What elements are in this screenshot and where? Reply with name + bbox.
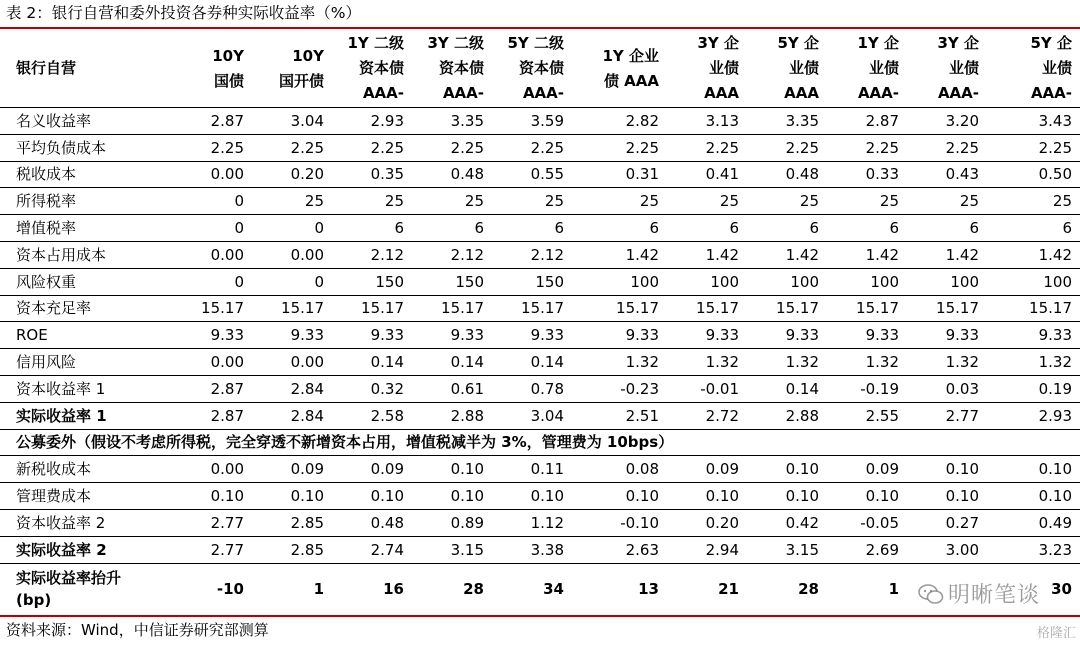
table-cell: 25 (987, 188, 1080, 215)
table-cell: -10 (216, 579, 244, 598)
table-cell: 0.09 (827, 456, 907, 483)
table-cell: 0.48 (332, 509, 412, 536)
table-cell: 0.31 (572, 161, 667, 188)
table-cell: 1.32 (827, 349, 907, 376)
table-cell: 1 (888, 579, 899, 598)
table-cell: 0 (252, 215, 332, 242)
header-line: 5Y 二级 (507, 34, 564, 52)
table-cell: 15.17 (492, 295, 572, 322)
header-line: 3Y 二级 (427, 34, 484, 52)
header-line: AAA- (857, 84, 899, 102)
row-label (0, 188, 172, 215)
table-row (0, 509, 1080, 536)
row-label (0, 295, 172, 322)
table-cell: 2.25 (827, 134, 907, 161)
table-cell: 28 (798, 579, 819, 598)
table-cell: 28 (463, 579, 484, 598)
table-cell: 2.12 (332, 241, 412, 268)
row-label-text: 资本收益率 2 (16, 513, 106, 532)
table-cell: 6 (332, 215, 412, 242)
table-row (0, 134, 1080, 161)
header-line: AAA (784, 84, 819, 102)
row-label-text: 管理费成本 (16, 487, 92, 506)
table-cell: 0.78 (492, 375, 572, 402)
table-cell: 15.17 (667, 295, 747, 322)
table-cell: 0 (172, 268, 252, 295)
table-cell: 0.89 (412, 509, 492, 536)
table-row (0, 402, 1080, 429)
table-cell: 3.35 (747, 108, 827, 135)
table-cell: 2.12 (412, 241, 492, 268)
row-label-text: 资本充足率 (16, 299, 92, 318)
table-cell: 0.33 (827, 161, 907, 188)
row-label-text: 实际收益率抬升 (16, 568, 122, 587)
table-cell: 3.43 (987, 108, 1080, 135)
table-cell: 2.25 (492, 134, 572, 161)
table-cell: 2.94 (667, 536, 747, 563)
table-cell: 0.20 (252, 161, 332, 188)
table-cell: 3.00 (907, 536, 987, 563)
table-cell: 2.87 (827, 108, 907, 135)
header-line: 国开债 (278, 71, 324, 90)
row-label-text: 实际收益率 2 (16, 540, 107, 559)
header-col-2 (252, 30, 332, 108)
bottom-rule (0, 615, 1080, 617)
table-cell: 15.17 (747, 295, 827, 322)
table-cell: 0.35 (332, 161, 412, 188)
table-cell: 9.33 (827, 322, 907, 349)
row-label (0, 456, 172, 483)
row-label-text: 所得税率 (16, 192, 77, 211)
table-cell: 25 (412, 188, 492, 215)
table-cell: 3.59 (492, 108, 572, 135)
table-row (0, 483, 1080, 510)
row-label (0, 536, 172, 563)
table-cell: 3.04 (492, 402, 572, 429)
table-cell: 2.69 (827, 536, 907, 563)
header-col-1 (172, 30, 252, 108)
table-cell: 150 (332, 268, 412, 295)
table-cell: 2.72 (667, 402, 747, 429)
table-cell: 0.14 (332, 349, 412, 376)
table-cell: 3.15 (747, 536, 827, 563)
header-line: 5Y 企 (1030, 34, 1072, 52)
table-cell: 100 (572, 268, 667, 295)
table-cell: 2.77 (172, 536, 252, 563)
header-col-11 (987, 30, 1080, 108)
table-cell: 0.00 (172, 241, 252, 268)
header-line: 10Y (292, 46, 324, 65)
table-cell: 9.33 (747, 322, 827, 349)
table-cell: 2.25 (332, 134, 412, 161)
table-cell: 0.48 (747, 161, 827, 188)
row-label (0, 322, 172, 349)
row-label-text: 平均负债成本 (16, 138, 107, 157)
table-cell: 1.42 (907, 241, 987, 268)
section-row (0, 429, 1080, 456)
table-cell: 0.55 (492, 161, 572, 188)
table-cell: 6 (572, 215, 667, 242)
table-cell: 0.61 (412, 375, 492, 402)
row-label (0, 563, 172, 614)
table-cell: 25 (907, 188, 987, 215)
top-rule (0, 27, 1080, 29)
table-cell: 0.19 (987, 375, 1080, 402)
table-cell: 0.10 (747, 483, 827, 510)
table-cell: 1.42 (572, 241, 667, 268)
header-col-9 (827, 30, 907, 108)
table-cell: 2.87 (172, 375, 252, 402)
table-cell: 2.85 (252, 536, 332, 563)
table-cell: 2.82 (572, 108, 667, 135)
table-cell: 25 (747, 188, 827, 215)
row-label (0, 483, 172, 510)
table-cell: 6 (492, 215, 572, 242)
section-label: 公募委外（假设不考虑所得税，完全穿透不新增资本占用，增值税减半为 3%，管理费为 10bps） (0, 429, 1080, 456)
table-cell: 2.93 (987, 402, 1080, 429)
table-cell: 15.17 (252, 295, 332, 322)
row-label-text: 名义收益率 (16, 111, 92, 130)
table-cell: 2.25 (667, 134, 747, 161)
table-cell: 9.33 (172, 322, 252, 349)
table-cell: -0.10 (572, 509, 667, 536)
table-cell: 15.17 (172, 295, 252, 322)
table-cell: 2.84 (252, 375, 332, 402)
table-cell: 21 (718, 579, 739, 598)
row-label (0, 402, 172, 429)
table-cell: 2.84 (252, 402, 332, 429)
table-cell: 0.00 (172, 456, 252, 483)
header-line: 业债 (948, 59, 979, 77)
table-cell: 0.42 (747, 509, 827, 536)
row-label (0, 349, 172, 376)
table-cell: 100 (667, 268, 747, 295)
table-cell: 25 (492, 188, 572, 215)
table-row (0, 215, 1080, 242)
header-line: 资本债 (438, 59, 484, 77)
table-cell: 2.25 (747, 134, 827, 161)
table-cell: -0.01 (667, 375, 747, 402)
table-cell: 1.32 (667, 349, 747, 376)
table-cell: 9.33 (667, 322, 747, 349)
table-cell: 0.14 (492, 349, 572, 376)
table-cell: 9.33 (987, 322, 1080, 349)
table-cell: 0.14 (747, 375, 827, 402)
table-cell: 150 (412, 268, 492, 295)
header-col-4 (412, 30, 492, 108)
row-label-text: 资本占用成本 (16, 245, 107, 264)
table-cell: 0.10 (572, 483, 667, 510)
row-label (0, 375, 172, 402)
table-cell: 2.93 (332, 108, 412, 135)
header-line: 5Y 企 (777, 34, 819, 52)
table-cell: 0.50 (987, 161, 1080, 188)
table-cell: 6 (412, 215, 492, 242)
table-row (0, 536, 1080, 563)
table-cell: 2.63 (572, 536, 667, 563)
table-cell: 3.04 (252, 108, 332, 135)
table-cell: 2.77 (172, 509, 252, 536)
watermark (918, 578, 1040, 609)
header-line: AAA- (442, 84, 484, 102)
table-row (0, 295, 1080, 322)
watermark-secondary: 格隆汇 (1036, 626, 1076, 641)
table-cell: 34 (543, 579, 564, 598)
table-cell: 0.10 (907, 456, 987, 483)
row-label-text: 风险权重 (16, 272, 77, 291)
table-cell: 100 (827, 268, 907, 295)
header-col-10 (907, 30, 987, 108)
table-cell: 0.49 (987, 509, 1080, 536)
table-cell: 1.42 (667, 241, 747, 268)
table-cell: 0 (172, 215, 252, 242)
header-col-5 (492, 30, 572, 108)
header-first: 银行自营 (0, 30, 172, 108)
header-line: AAA (704, 84, 739, 102)
header-col-3 (332, 30, 412, 108)
table-cell: 3.38 (492, 536, 572, 563)
table-cell: 2.87 (172, 402, 252, 429)
table-cell: 2.85 (252, 509, 332, 536)
table-cell: 3.35 (412, 108, 492, 135)
table-cell: 1.32 (747, 349, 827, 376)
table-row (0, 349, 1080, 376)
table-row (0, 161, 1080, 188)
header-line: AAA- (522, 84, 564, 102)
row-label (0, 108, 172, 135)
table-cell: 0.41 (667, 161, 747, 188)
table-cell: 1.12 (492, 509, 572, 536)
table-cell: 6 (667, 215, 747, 242)
row-label-text: 税收成本 (16, 165, 77, 184)
table-cell: 9.33 (412, 322, 492, 349)
table-row (0, 108, 1080, 135)
table-cell: 0.10 (827, 483, 907, 510)
wechat-icon (918, 583, 944, 605)
table-cell: 0.10 (747, 456, 827, 483)
table-cell: 9.33 (907, 322, 987, 349)
table-cell: 2.77 (907, 402, 987, 429)
row-label-text: 信用风险 (16, 353, 77, 372)
table-cell: 1 (313, 579, 324, 598)
row-label (0, 268, 172, 295)
table-cell: 25 (667, 188, 747, 215)
table-cell: 1.42 (747, 241, 827, 268)
table-cell: 0.09 (667, 456, 747, 483)
table-cell: 0.00 (172, 161, 252, 188)
row-label-unit: (bp) (16, 590, 52, 609)
table-cell: -0.05 (827, 509, 907, 536)
header-line: 1Y 企业 (602, 46, 659, 65)
table-cell: 6 (827, 215, 907, 242)
table-cell: 2.88 (747, 402, 827, 429)
table-cell: 100 (747, 268, 827, 295)
table-cell: 25 (572, 188, 667, 215)
header-line: 10Y (212, 46, 244, 65)
table-cell: 0.32 (332, 375, 412, 402)
table-cell: 0.10 (987, 483, 1080, 510)
table-cell: 1.32 (572, 349, 667, 376)
row-label-text: 资本收益率 1 (16, 379, 106, 398)
header-line: 3Y 企 (937, 34, 979, 52)
table-row (0, 268, 1080, 295)
table-cell: 150 (492, 268, 572, 295)
table-cell: 2.25 (987, 134, 1080, 161)
table-cell: 100 (987, 268, 1080, 295)
table-cell: 0 (252, 268, 332, 295)
header-line: 资本债 (358, 59, 404, 77)
table-cell: 3.20 (907, 108, 987, 135)
table-cell: 2.25 (252, 134, 332, 161)
table-cell: 0.20 (667, 509, 747, 536)
table-cell: 0.10 (492, 483, 572, 510)
table-row (0, 241, 1080, 268)
table-cell: 2.55 (827, 402, 907, 429)
table-cell: 2.25 (172, 134, 252, 161)
table-cell: 15.17 (412, 295, 492, 322)
table-cell: 15.17 (332, 295, 412, 322)
table-cell: 0.14 (412, 349, 492, 376)
table-cell: 15.17 (827, 295, 907, 322)
table-cell: 1.32 (907, 349, 987, 376)
header-line: 3Y 企 (697, 34, 739, 52)
header-line: AAA- (362, 84, 404, 102)
header-line: 国债 (213, 71, 244, 90)
table-row (0, 188, 1080, 215)
table-cell: 6 (907, 215, 987, 242)
table-cell: 9.33 (492, 322, 572, 349)
table-cell: 0.00 (172, 349, 252, 376)
table-cell: 3.15 (412, 536, 492, 563)
table-cell: 0.10 (412, 483, 492, 510)
table-cell: 0.10 (172, 483, 252, 510)
row-label (0, 134, 172, 161)
table-cell: 25 (827, 188, 907, 215)
table-cell: 0 (172, 188, 252, 215)
table-cell: 0.48 (412, 161, 492, 188)
table-cell: 1.42 (827, 241, 907, 268)
header-line: 1Y 企 (857, 34, 899, 52)
table-cell: 2.25 (572, 134, 667, 161)
table-cell: 2.25 (907, 134, 987, 161)
table-cell: 15.17 (907, 295, 987, 322)
source-note: 资料来源：Wind，中信证券研究部测算 (6, 621, 269, 639)
table-cell: 100 (907, 268, 987, 295)
row-label-text: 新税收成本 (16, 460, 92, 479)
table-cell: 0.10 (907, 483, 987, 510)
table-cell: 15.17 (987, 295, 1080, 322)
header-line: 业债 (708, 59, 739, 77)
table-cell: 0.00 (252, 241, 332, 268)
row-label-text: 实际收益率 1 (16, 406, 107, 425)
table-cell: 0.10 (987, 456, 1080, 483)
table-cell: 3.13 (667, 108, 747, 135)
header-line: 业债 (1041, 59, 1072, 77)
table-cell: 2.12 (492, 241, 572, 268)
table-cell: 9.33 (252, 322, 332, 349)
header-col-8 (747, 30, 827, 108)
table-cell: 25 (252, 188, 332, 215)
table-cell: 2.87 (172, 108, 252, 135)
table-cell: 2.88 (412, 402, 492, 429)
table-cell: 9.33 (332, 322, 412, 349)
header-line: 债 AAA (603, 71, 659, 90)
table-cell: 6 (987, 215, 1080, 242)
table-cell: 0.03 (907, 375, 987, 402)
table-cell: 25 (332, 188, 412, 215)
table-cell: 9.33 (572, 322, 667, 349)
header-line: AAA- (1030, 84, 1072, 102)
table-row (0, 456, 1080, 483)
table-cell: 2.58 (332, 402, 412, 429)
watermark-text: 明晰笔谈 (947, 583, 1040, 608)
table-cell: 0.43 (907, 161, 987, 188)
table-cell: 0.10 (252, 483, 332, 510)
yield-table (0, 30, 1080, 614)
table-cell: 0.09 (332, 456, 412, 483)
row-label (0, 215, 172, 242)
table-cell: 2.25 (412, 134, 492, 161)
table-cell: 0.11 (492, 456, 572, 483)
table-cell: 6 (747, 215, 827, 242)
row-label (0, 509, 172, 536)
table-cell: 0.00 (252, 349, 332, 376)
table-cell: -0.19 (827, 375, 907, 402)
table-cell: 3.23 (987, 536, 1080, 563)
table-cell: 0.10 (667, 483, 747, 510)
table-row (0, 375, 1080, 402)
table-cell: 1.32 (987, 349, 1080, 376)
header-col-6 (572, 30, 667, 108)
table-cell: 15.17 (572, 295, 667, 322)
row-label (0, 241, 172, 268)
table-cell: 2.74 (332, 536, 412, 563)
header-col-7 (667, 30, 747, 108)
table-cell: 0.10 (412, 456, 492, 483)
header-line: 资本债 (518, 59, 564, 77)
row-label-text: 增值税率 (16, 219, 77, 238)
table-cell: 0.08 (572, 456, 667, 483)
header-line: AAA- (937, 84, 979, 102)
table-cell: 13 (638, 579, 659, 598)
row-label (0, 161, 172, 188)
row-label-text: ROE (16, 326, 48, 345)
header-line: 业债 (868, 59, 899, 77)
header-line: 1Y 二级 (347, 34, 404, 52)
table-cell: -0.23 (572, 375, 667, 402)
table-cell: 0.10 (332, 483, 412, 510)
table-cell: 0.27 (907, 509, 987, 536)
table-cell: 16 (383, 579, 404, 598)
table-cell: 1.42 (987, 241, 1080, 268)
table-title: 表 2：银行自营和委外投资各券种实际收益率（%） (6, 4, 362, 22)
table-cell: 2.51 (572, 402, 667, 429)
table-cell: 0.09 (252, 456, 332, 483)
table-cell: 30 (1051, 579, 1072, 598)
header-row (0, 30, 1080, 108)
table-row (0, 322, 1080, 349)
header-line: 业债 (788, 59, 819, 77)
